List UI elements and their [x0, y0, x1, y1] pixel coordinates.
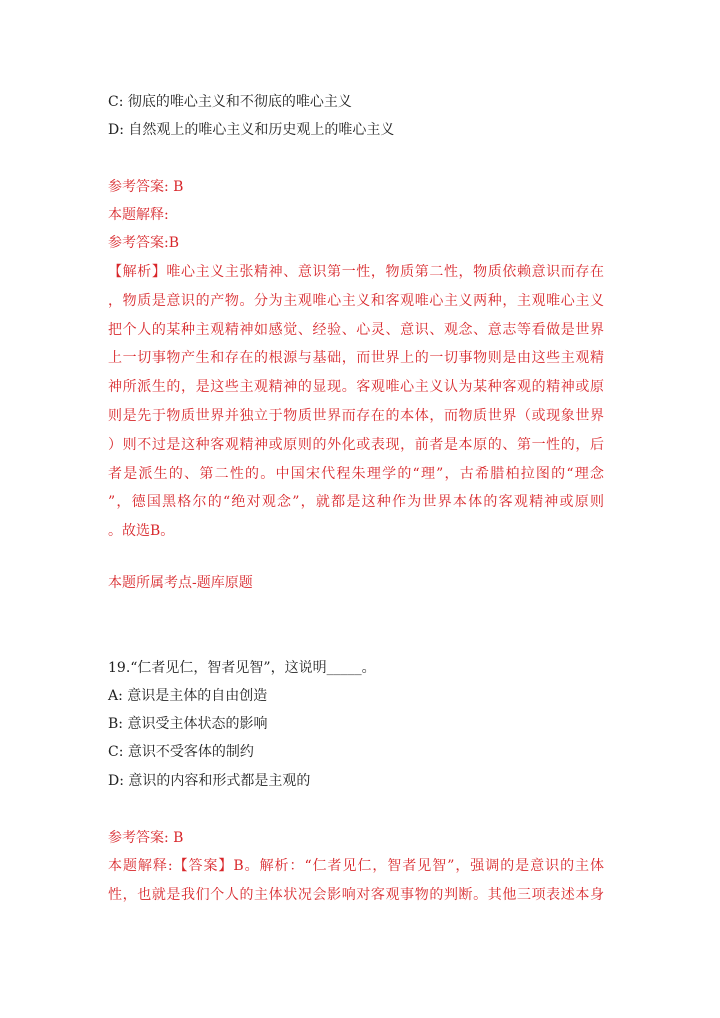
q18-answer-repeat: 参考答案:B — [108, 235, 180, 251]
q18-explanation — [108, 263, 604, 551]
q18-option-d: D: 自然观上的唯心主义和历史观上的唯心主义 — [108, 122, 395, 138]
q19-explanation — [108, 857, 604, 915]
q18-explanation-line: 则是先于物质世界并独立于物质世界而存在的本体，而物质世界（或现象世界 — [108, 407, 604, 424]
q18-explanation-line: 神所派生的，是这些主观精神的显现。客观唯心主义认为某种客观的精神或原 — [108, 379, 604, 396]
q19-option-a: A: 意识是主体的自由创造 — [108, 688, 268, 704]
q18-explanation-line: 把个人的某种主观精神如感觉、经验、心灵、意识、观念、意志等看做是世界 — [108, 321, 604, 338]
q19-option-c: C: 意识不受客体的制约 — [108, 744, 254, 760]
q18-explanation-line: ）则不过是这种客观精神或原则的外化或表现，前者是本原的、第一性的，后 — [108, 436, 604, 453]
q19-explanation-line: 性，也就是我们个人的主体状况会影响对客观事物的判断。其他三项表述本身 — [108, 886, 604, 903]
q18-explanation-line: ”，德国黑格尔的“绝对观念”，就都是这种作为世界本体的客观精神或原则 — [108, 494, 604, 511]
q18-answer-label: 参考答案: B — [108, 179, 184, 195]
q18-topic: 本题所属考点-题库原题 — [108, 575, 253, 591]
q18-explanation-line: 。故选B。 — [108, 523, 175, 540]
q19-stem: 19.“仁者见仁，智者见智”，这说明_____。 — [108, 660, 376, 676]
q19-option-b: B: 意识受主体状态的影响 — [108, 716, 268, 732]
q18-explanation-line: ，物质是意识的产物。分为主观唯心主义和客观唯心主义两种，主观唯心主义 — [108, 292, 604, 309]
q19-answer-label: 参考答案: B — [108, 830, 184, 846]
q18-explain-label: 本题解释: — [108, 207, 169, 223]
q18-explanation-line: 上一切事物产生和存在的根源与基础，而世界上的一切事物则是由这些主观精 — [108, 350, 604, 367]
q19-explanation-line: 本题解释:【答案】B。解析：“仁者见仁，智者见智”，强调的是意识的主体 — [108, 858, 604, 874]
q19-option-d: D: 意识的内容和形式都是主观的 — [108, 773, 311, 789]
q18-explanation-line: 者是派生的、第二性的。中国宋代程朱理学的“理”，古希腊柏拉图的“理念 — [108, 465, 604, 482]
q18-explanation-line: 【解析】唯心主义主张精神、意识第一性，物质第二性，物质依赖意识而存在 — [108, 264, 604, 280]
q18-option-c: C: 彻底的唯心主义和不彻底的唯心主义 — [108, 94, 352, 110]
